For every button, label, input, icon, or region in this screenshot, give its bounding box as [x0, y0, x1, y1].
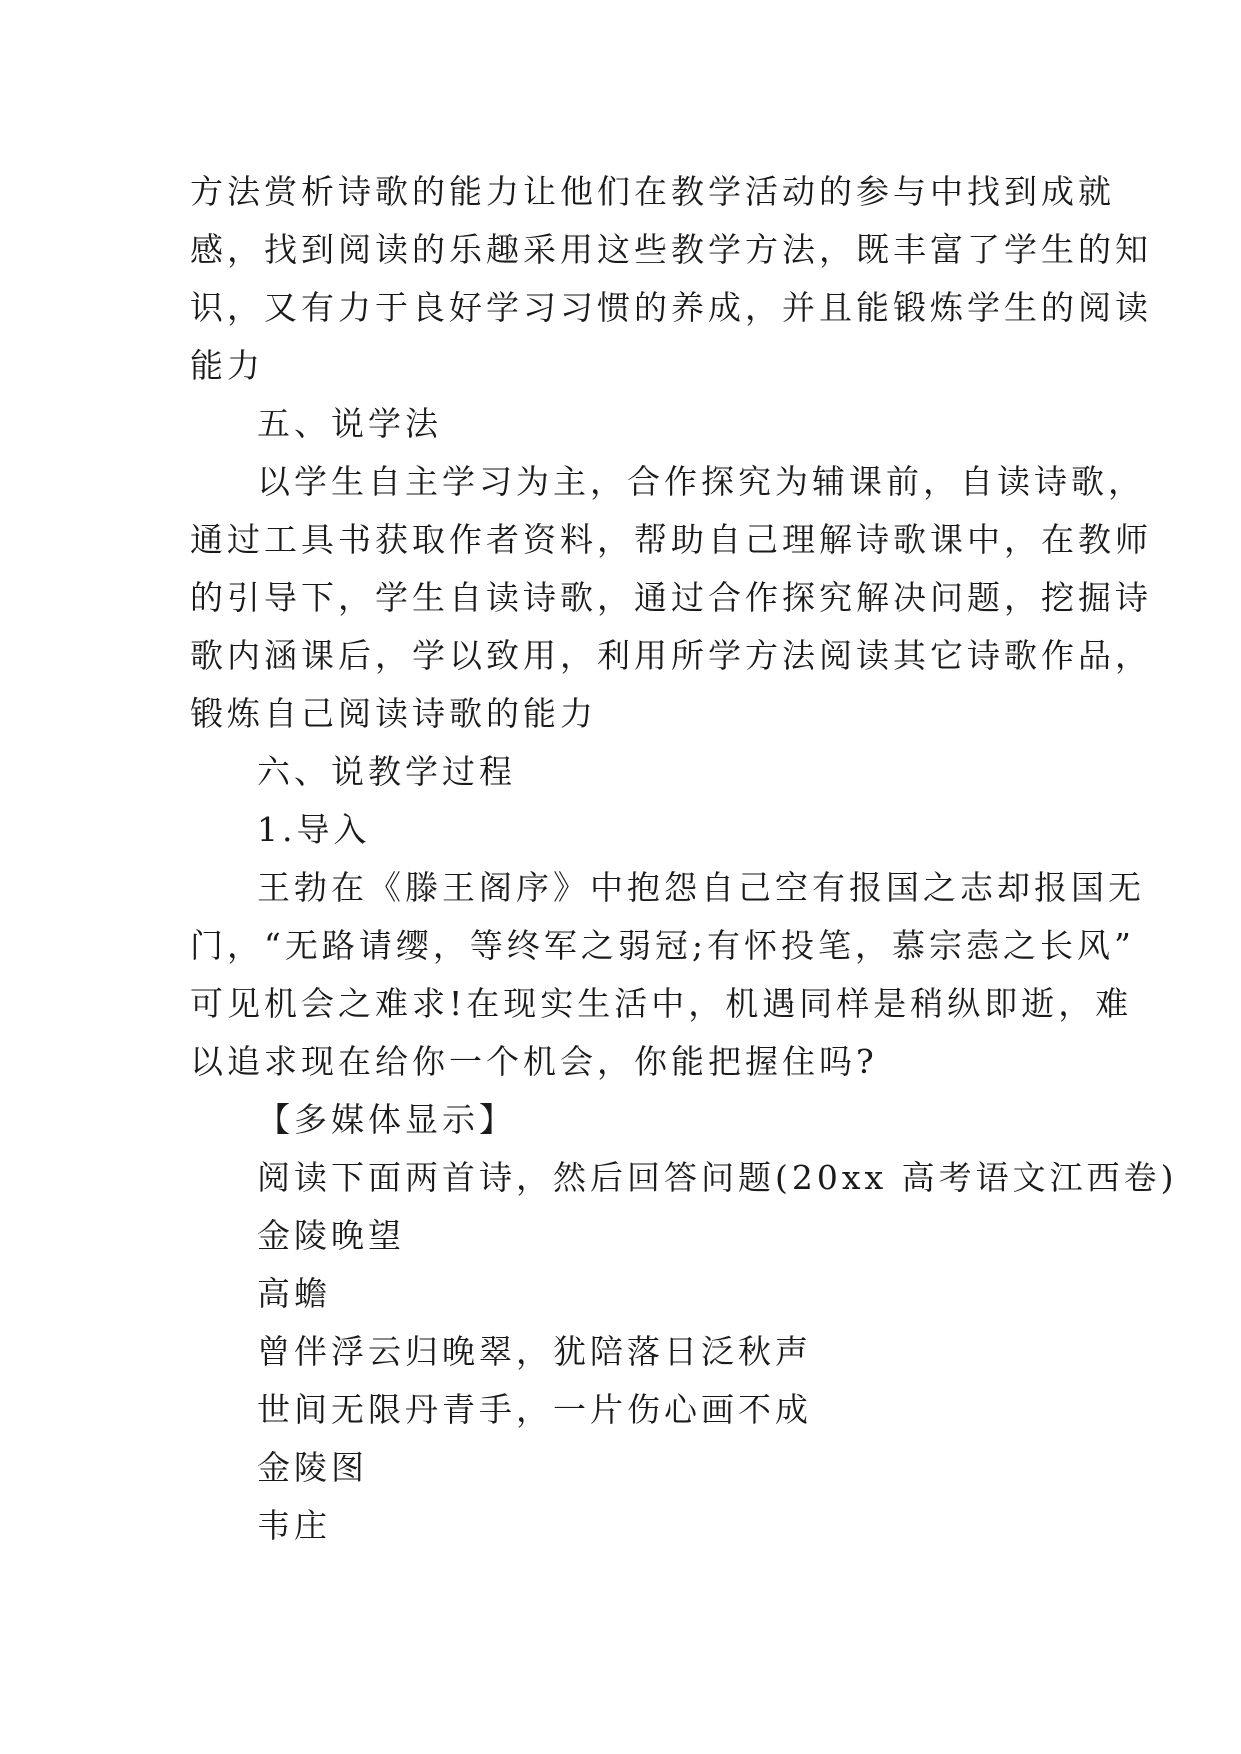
paragraph-line: 识，又有力于良好学习习惯的养成，并且能锻炼学生的阅读: [190, 288, 1152, 327]
question-prompt: 阅读下面两首诗，然后回答问题(20xx 高考语文江西卷): [257, 1158, 1178, 1197]
poem-author: 高蟾: [257, 1274, 331, 1313]
paragraph-line: 通过工具书获取作者资料，帮助自己理解诗歌课中，在教师: [190, 520, 1152, 559]
paragraph-line: 能力: [190, 346, 264, 385]
poem-line: 曾伴浮云归晚翠，犹陪落日泛秋声: [257, 1332, 812, 1371]
poem-title: 金陵晚望: [257, 1216, 405, 1255]
paragraph-line: 方法赏析诗歌的能力让他们在教学活动的参与中找到成就: [190, 172, 1115, 211]
poem-author: 韦庄: [257, 1506, 331, 1545]
paragraph-line: 锻炼自己阅读诗歌的能力: [190, 694, 597, 733]
section-heading: 六、说教学过程: [257, 752, 516, 791]
paragraph-line: 门，“无路请缨，等终军之弱冠;有怀投笔，慕宗悫之长风”: [190, 926, 1135, 965]
paragraph-line: 的引导下，学生自读诗歌，通过合作探究解决问题，挖掘诗: [190, 578, 1152, 617]
paragraph-line: 可见机会之难求!在现实生活中，机遇同样是稍纵即逝，难: [190, 984, 1133, 1023]
paragraph-line: 以学生自主学习为主，合作探究为辅课前，自读诗歌，: [257, 462, 1145, 501]
poem-line: 世间无限丹青手，一片伤心画不成: [257, 1390, 812, 1429]
paragraph-line: 歌内涵课后，学以致用，利用所学方法阅读其它诗歌作品，: [190, 636, 1152, 675]
subsection-heading: 1.导入: [257, 810, 371, 849]
paragraph-line: 王勃在《滕王阁序》中抱怨自己空有报国之志却报国无: [257, 868, 1145, 907]
poem-title: 金陵图: [257, 1448, 368, 1487]
multimedia-label: 【多媒体显示】: [257, 1100, 516, 1139]
paragraph-line: 以追求现在给你一个机会，你能把握住吗?: [190, 1042, 878, 1081]
section-heading: 五、说学法: [257, 404, 442, 443]
paragraph-line: 感，找到阅读的乐趣采用这些教学方法，既丰富了学生的知: [190, 230, 1152, 269]
